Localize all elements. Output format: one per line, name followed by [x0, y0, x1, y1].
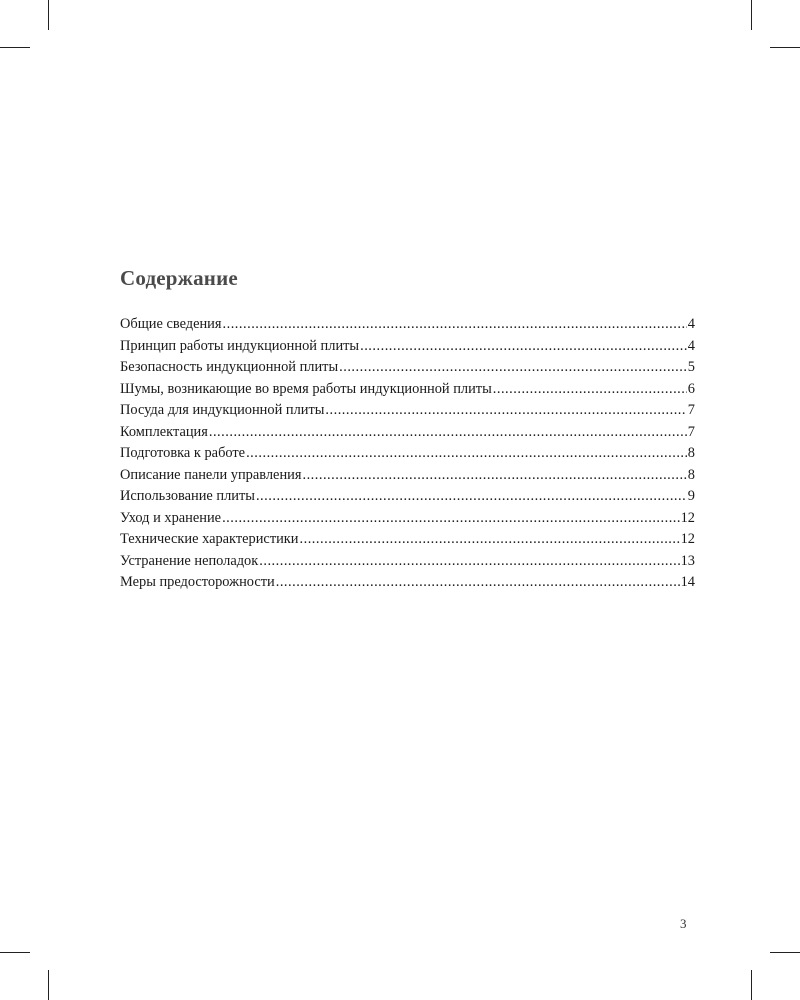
toc-entry-page: 4 — [687, 316, 695, 332]
toc-entry[interactable] — [120, 359, 695, 381]
toc-entry[interactable] — [120, 424, 695, 446]
toc-entry-page: 14 — [680, 574, 695, 590]
toc-entry[interactable] — [120, 338, 695, 360]
toc-entry-label: Использование плиты — [120, 488, 255, 504]
toc-entry[interactable] — [120, 510, 695, 532]
crop-mark-bottom-left — [48, 970, 49, 1000]
toc-entry-page: 12 — [680, 509, 695, 526]
toc-entry[interactable] — [120, 445, 695, 467]
toc-dot-leader — [339, 359, 687, 376]
toc-dot-leader — [493, 381, 687, 398]
toc-dot-leader — [325, 402, 686, 419]
toc-entry[interactable] — [120, 553, 695, 575]
toc-dot-leader — [246, 445, 687, 462]
toc-entry-label: Меры предосторожности — [120, 574, 275, 590]
toc-entry[interactable] — [120, 467, 695, 489]
toc-entry-label: Безопасность индукционной плиты — [120, 359, 339, 375]
toc-entry-page: 8 — [687, 445, 695, 461]
toc-entry[interactable] — [120, 574, 695, 596]
page-title: Содержание — [120, 266, 238, 290]
table-of-contents — [120, 316, 695, 596]
crop-mark-bottom-right — [751, 970, 752, 1000]
toc-dot-leader — [223, 316, 687, 333]
toc-entry-page: 7 — [687, 423, 695, 440]
toc-entry-label: Описание панели управления — [120, 466, 302, 483]
crop-mark-top-left — [0, 47, 30, 48]
toc-entry-label: Устранение неполадок — [120, 552, 259, 569]
toc-dot-leader — [209, 424, 687, 441]
toc-dot-leader — [302, 467, 686, 484]
toc-entry-label: Комплектация — [120, 423, 208, 440]
toc-dot-leader — [300, 531, 680, 548]
crop-mark-top-right — [770, 47, 800, 48]
toc-entry-label: Общие сведения — [120, 316, 222, 332]
toc-dot-leader — [259, 553, 679, 570]
toc-entry-label: Принцип работы индукционной плиты — [120, 337, 360, 354]
toc-entry-label: Технические характеристики — [120, 531, 299, 547]
toc-entry-label: Посуда для индукционной плиты — [120, 402, 325, 418]
toc-entry-page: 12 — [680, 531, 695, 547]
toc-entry-page: 5 — [687, 359, 695, 375]
toc-entry-label: Подготовка к работе — [120, 445, 246, 461]
toc-dot-leader — [222, 510, 680, 527]
toc-entry-page: 4 — [687, 337, 695, 354]
crop-mark-top-right — [751, 0, 752, 30]
crop-mark-bottom-right — [770, 952, 800, 953]
crop-mark-bottom-left — [0, 952, 30, 953]
toc-dot-leader — [360, 338, 687, 355]
toc-entry-page: 9 — [687, 488, 695, 504]
toc-entry-page: 8 — [687, 466, 695, 483]
toc-entry[interactable] — [120, 488, 695, 510]
toc-entry[interactable] — [120, 381, 695, 403]
toc-dot-leader — [276, 574, 680, 591]
toc-entry-page: 13 — [680, 552, 695, 569]
page-number: 3 — [680, 916, 687, 931]
toc-dot-leader — [256, 488, 687, 505]
toc-entry-label: Уход и хранение — [120, 509, 222, 526]
toc-entry[interactable] — [120, 316, 695, 338]
crop-mark-top-left — [48, 0, 49, 30]
toc-entry-page: 7 — [687, 402, 695, 418]
toc-entry-label: Шумы, возникающие во время работы индукционной плиты — [120, 380, 492, 397]
toc-entry[interactable] — [120, 402, 695, 424]
toc-entry-page: 6 — [687, 380, 695, 397]
toc-entry[interactable] — [120, 531, 695, 553]
